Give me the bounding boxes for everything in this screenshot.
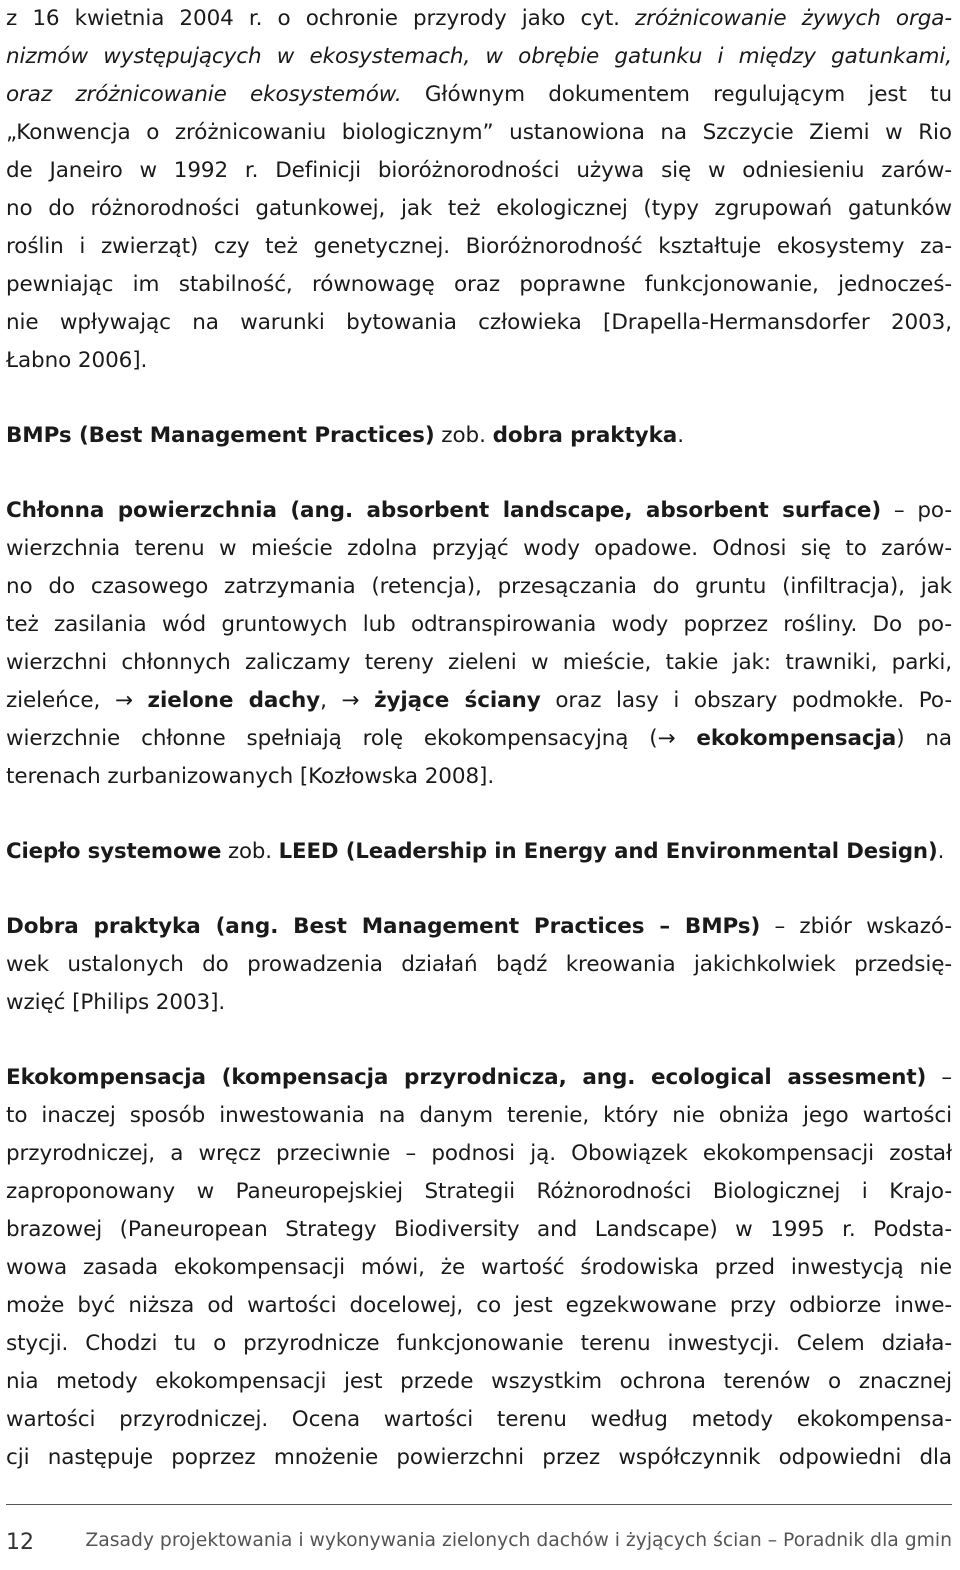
entry-term: Ekokompensacja (kompensacja przyrodnicza, ang. ecological assesment) bbox=[6, 1065, 927, 1090]
entry-term: Chłonna powierzchnia (ang. bbox=[6, 498, 367, 523]
text-line bbox=[6, 76, 952, 114]
cross-reference: żyjące ściany bbox=[374, 688, 541, 713]
entry-term: BMPs (Best Management Practices) bbox=[6, 423, 435, 448]
text-line bbox=[6, 417, 952, 455]
page-number: 12 bbox=[6, 1530, 34, 1555]
text-span: . bbox=[677, 423, 684, 448]
paragraph-gap bbox=[6, 1022, 952, 1059]
text-line: to inaczej sposób inwestowania na danym terenie, który nie obniża jego wartości bbox=[6, 1103, 952, 1128]
text-span: wierzchnie chłonne spełniają rolę ekokompensacyjną ( bbox=[6, 726, 658, 751]
text-line bbox=[6, 682, 952, 720]
text-line bbox=[6, 833, 952, 871]
text-span: – po- bbox=[881, 498, 952, 523]
text-line: pewniając im stabilność, równowagę oraz poprawne funkcjonowanie, jednocześ- bbox=[6, 272, 952, 297]
text-line: zaproponowany w Paneuropejskiej Strategii Różnorodności Biologicznej i Krajo- bbox=[6, 1179, 952, 1204]
text-line bbox=[6, 908, 952, 946]
entry-ecocompensation bbox=[6, 1059, 952, 1477]
text-line: Łabno 2006]. bbox=[6, 348, 148, 373]
text-line: cji następuje poprzez mnożenie powierzchni przez współczynnik odpowiedni dla bbox=[6, 1445, 952, 1470]
text-span: Głównym dokumentem regulującym jest tu bbox=[401, 82, 952, 107]
text-span: – zbiór wskazó- bbox=[760, 914, 952, 939]
entry-term: Dobra praktyka (ang. Best Management Practices – BMPs) bbox=[6, 914, 761, 939]
text-line: wierzchnia terenu w mieście zdolna przyjąć wody opadowe. Odnosi się to zarów- bbox=[6, 536, 952, 561]
text-line: nie wpływając na warunki bytowania człowieka [Drapella-Hermansdorfer 2003, bbox=[6, 310, 952, 335]
text-span: oraz lasy i obszary podmokłe. Po- bbox=[540, 688, 953, 713]
paragraph-gap bbox=[6, 455, 952, 492]
cross-reference: LEED (Leadership in Energy and Environmental Design) bbox=[278, 839, 938, 864]
text-line: „Konwencja o zróżnicowaniu biologicznym” ustanowiona na Szczycie Ziemi w Rio bbox=[6, 120, 952, 145]
text-line: no do różnorodności gatunkowej, jak też ekologicznej (typy zgrupowań gatunków bbox=[6, 196, 952, 221]
entry-bmps bbox=[6, 417, 952, 455]
arrow-icon: → bbox=[657, 726, 676, 751]
paragraph-biodiversity bbox=[6, 0, 952, 380]
text-span: ) na bbox=[896, 726, 952, 751]
entry-term: Ciepło systemowe bbox=[6, 839, 222, 864]
document-page bbox=[6, 0, 952, 1477]
text-line: terenach zurbanizowanych [Kozłowska 2008]. bbox=[6, 764, 495, 789]
text-line: roślin i zwierząt) czy też genetycznej. Bioróżnorodność kształtuje ekosystemy za- bbox=[6, 234, 952, 259]
entry-good-practice bbox=[6, 908, 952, 1022]
see-label: zob. bbox=[434, 423, 493, 448]
text-line bbox=[6, 1059, 952, 1097]
text-line: może być niższa od wartości docelowej, co jest egzekwowane przy odbiorze inwe- bbox=[6, 1293, 952, 1318]
footer-divider bbox=[6, 1504, 952, 1505]
cross-reference: ekokompensacja bbox=[696, 726, 897, 751]
text-span: z 16 kwietnia 2004 r. o ochronie przyrody jako cyt. bbox=[6, 6, 636, 31]
entry-system-heat bbox=[6, 833, 952, 871]
text-line bbox=[6, 492, 952, 530]
running-title: Zasady projektowania i wykonywania zielonych dachów i żyjących ścian – Poradnik dla gmin bbox=[85, 1530, 952, 1551]
italic-quote: zróżnicowanie żywych orga- bbox=[635, 6, 952, 31]
text-line bbox=[6, 0, 952, 38]
text-line: przyrodniczej, a wręcz przeciwnie – podnosi ją. Obowiązek ekokompensacji został bbox=[6, 1141, 952, 1166]
paragraph-gap bbox=[6, 380, 952, 417]
text-line: wek ustalonych do prowadzenia działań bądź kreowania jakichkolwiek przedsię- bbox=[6, 952, 952, 977]
text-line: no do czasowego zatrzymania (retencja), przesączania do gruntu (infiltracja), jak bbox=[6, 574, 952, 599]
text-line: de Janeiro w 1992 r. Definicji bioróżnorodności używa się w odniesieniu zarów- bbox=[6, 158, 952, 183]
paragraph-gap bbox=[6, 796, 952, 833]
see-label: zob. bbox=[221, 839, 279, 864]
arrow-icon: → bbox=[341, 688, 360, 713]
paragraph-gap bbox=[6, 871, 952, 908]
page-footer bbox=[6, 1530, 952, 1570]
entry-term-english: absorbent landscape, absorbent surface) bbox=[366, 498, 882, 523]
text-line: stycji. Chodzi tu o przyrodnicze funkcjonowanie terenu inwestycji. Celem działa- bbox=[6, 1331, 952, 1356]
text-span: . bbox=[937, 839, 945, 864]
text-line: nizmów występujących w ekosystemach, w obrębie gatunku i między gatunkami, bbox=[6, 44, 952, 69]
text-line: wierzchni chłonnych zaliczamy tereny zieleni w mieście, takie jak: trawniki, parki, bbox=[6, 650, 952, 675]
entry-absorbent-surface bbox=[6, 492, 952, 796]
text-span: , bbox=[320, 688, 342, 713]
text-line: nia metody ekokompensacji jest przede wszystkim ochrona terenów o znacznej bbox=[6, 1369, 952, 1394]
text-span: – bbox=[926, 1065, 952, 1090]
text-line: też zasilania wód gruntowych lub odtranspirowania wody poprzez rośliny. Do po- bbox=[6, 612, 952, 637]
arrow-icon: → bbox=[114, 688, 133, 713]
cross-reference: zielone dachy bbox=[147, 688, 321, 713]
text-line: wzięć [Philips 2003]. bbox=[6, 990, 226, 1015]
text-span: zieleńce, bbox=[6, 688, 115, 713]
text-line bbox=[6, 720, 952, 758]
text-line: brazowej (Paneuropean Strategy Biodiversity and Landscape) w 1995 r. Podsta- bbox=[6, 1217, 952, 1242]
text-line: wartości przyrodniczej. Ocena wartości terenu według metody ekokompensa- bbox=[6, 1407, 952, 1432]
italic-quote: oraz zróżnicowanie ekosystemów. bbox=[6, 82, 402, 107]
text-line: wowa zasada ekokompensacji mówi, że wartość środowiska przed inwestycją nie bbox=[6, 1255, 952, 1280]
cross-reference: dobra praktyka bbox=[492, 423, 678, 448]
